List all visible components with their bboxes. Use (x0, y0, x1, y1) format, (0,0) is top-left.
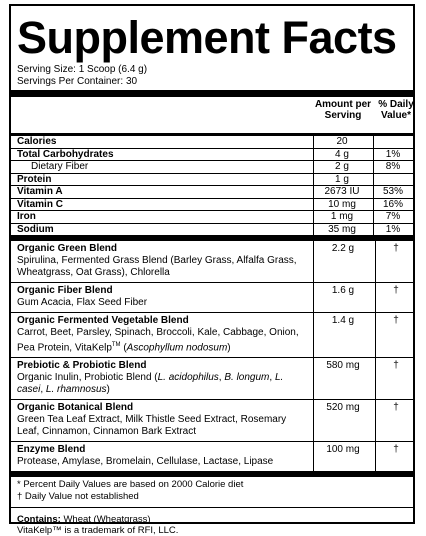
column-divider (313, 136, 314, 148)
column-divider (313, 199, 314, 211)
column-divider (313, 442, 314, 471)
column-divider (373, 149, 374, 161)
blend-ingredients: Green Tea Leaf Extract, Milk Thistle Seed Extract, Rosemary Leaf, Cinnamon, Cinnamon Bark Extract (17, 414, 287, 438)
nutrient-name: Iron (17, 211, 36, 222)
nutrient-name: Calories (17, 136, 57, 147)
nutrient-row (11, 199, 413, 211)
nutrient-amount: 10 mg (328, 198, 356, 210)
servings-per-container: Servings Per Container: 30 (17, 76, 138, 87)
column-divider (313, 241, 314, 282)
nutrient-row (11, 186, 413, 198)
nutrient-row (11, 149, 413, 161)
blend-daily-value: † (393, 444, 399, 456)
blend-daily-value: † (393, 402, 399, 414)
nutrient-amount: 2673 IU (324, 186, 360, 197)
blend-row (11, 313, 413, 357)
blend-name: Enzyme Blend (17, 444, 86, 456)
column-divider (375, 442, 376, 471)
blend-row (11, 442, 413, 471)
blend-ingredients: Gum Acacia, Flax Seed Fiber (17, 297, 148, 308)
blend-daily-value: † (393, 315, 399, 326)
column-divider (313, 211, 314, 223)
column-divider (313, 174, 314, 186)
column-divider (313, 358, 314, 399)
daily-value-header: % Daily Value* (378, 99, 414, 121)
panel-title: Supplement Facts (17, 12, 397, 63)
amount-header: Amount per Serving (314, 99, 372, 121)
blend-ingredients: Carrot, Beet, Parsley, Spinach, Broccoli, Kale, Cabbage, Onion, Pea Protein, VitaKelp™ (Ascophyllum nodosum) (17, 327, 299, 354)
nutrient-daily-value: 1% (385, 148, 401, 160)
column-divider (373, 186, 374, 198)
column-divider (373, 174, 374, 186)
nutrient-name: Total Carbohydrates (17, 148, 114, 160)
nutrient-daily-value: 16% (382, 198, 403, 210)
nutrient-table (11, 136, 413, 235)
column-divider (313, 149, 314, 161)
nutrient-row (11, 211, 413, 223)
blend-row (11, 283, 413, 312)
blend-name: Prebiotic & Probiotic Blend (17, 360, 147, 372)
blend-row (11, 400, 413, 441)
column-divider (373, 224, 374, 236)
allergen-statement (11, 514, 413, 525)
blend-row (11, 241, 413, 282)
supplement-facts-panel (9, 4, 415, 536)
blend-name: Organic Fermented Vegetable Blend (17, 315, 189, 326)
blend-table (11, 241, 413, 471)
column-divider (375, 400, 376, 441)
column-divider (313, 186, 314, 198)
nutrient-amount: 2 g (335, 161, 349, 172)
nutrient-daily-value: 8% (385, 161, 401, 172)
column-header (11, 97, 413, 133)
blend-ingredients: Spirulina, Fermented Grass Blend (Barley Grass, Alfalfa Grass, Wheatgrass, Oat Grass), Chlorella (17, 255, 297, 278)
column-divider (375, 241, 376, 282)
blend-daily-value: † (393, 243, 399, 254)
column-divider (375, 283, 376, 312)
column-divider (375, 358, 376, 399)
dagger-footnote: † Daily Value not established (17, 491, 139, 503)
nutrient-daily-value: 53% (382, 186, 403, 197)
nutrient-name: Vitamin C (17, 198, 63, 210)
nutrient-amount: 1 mg (330, 211, 354, 222)
blend-amount: 520 mg (326, 402, 360, 414)
nutrient-row (11, 161, 413, 173)
nutrient-row (11, 224, 413, 236)
nutrient-amount: 4 g (335, 148, 349, 160)
blend-amount: 580 mg (326, 360, 360, 372)
column-divider (373, 199, 374, 211)
footnote-divider (11, 507, 413, 508)
dv-footnote: * Percent Daily Values are based on 2000 Calorie diet (17, 479, 244, 491)
column-divider (313, 224, 314, 236)
blend-ingredients: Organic Inulin, Probiotic Blend (L. acidophilus, B. longum, L. casei, L. rhamnosus) (17, 372, 284, 396)
column-divider (373, 136, 374, 148)
thick-divider (11, 90, 413, 97)
nutrient-row (11, 174, 413, 186)
column-divider (313, 400, 314, 441)
blend-name: Organic Botanical Blend (17, 402, 134, 414)
nutrient-amount: 35 mg (328, 223, 356, 235)
nutrient-amount: 1 g (335, 173, 349, 185)
blend-daily-value: † (393, 360, 399, 372)
thick-divider (11, 471, 413, 477)
blend-amount: 1.6 g (331, 285, 355, 296)
contains-text: Wheat (Wheatgrass) (63, 514, 151, 526)
column-divider (373, 161, 374, 173)
column-divider (313, 313, 314, 357)
blend-ingredients: Protease, Amylase, Bromelain, Cellulase, Lactase, Lipase (17, 456, 274, 468)
column-divider (313, 283, 314, 312)
contains-label: Contains: (17, 514, 61, 526)
nutrient-row (11, 136, 413, 148)
blend-row (11, 358, 413, 399)
column-divider (313, 161, 314, 173)
serving-size: Serving Size: 1 Scoop (6.4 g) (17, 64, 148, 75)
nutrient-amount: 20 (336, 136, 348, 147)
nutrient-name: Sodium (17, 223, 54, 235)
nutrient-name: Dietary Fiber (31, 161, 89, 172)
blend-daily-value: † (393, 285, 399, 296)
blend-amount: 100 mg (326, 444, 360, 456)
nutrient-daily-value: 1% (385, 223, 401, 235)
blend-amount: 2.2 g (331, 243, 355, 254)
blend-name: Organic Fiber Blend (17, 285, 113, 296)
blend-amount: 1.4 g (331, 315, 355, 326)
blend-name: Organic Green Blend (17, 243, 118, 254)
nutrient-daily-value: 7% (385, 211, 401, 222)
column-divider (375, 313, 376, 357)
nutrient-name: Vitamin A (17, 186, 63, 197)
trademark-statement: VitaKelp™ is a trademark of RFI, LLC. (17, 525, 179, 536)
nutrient-name: Protein (17, 173, 52, 185)
column-divider (373, 211, 374, 223)
